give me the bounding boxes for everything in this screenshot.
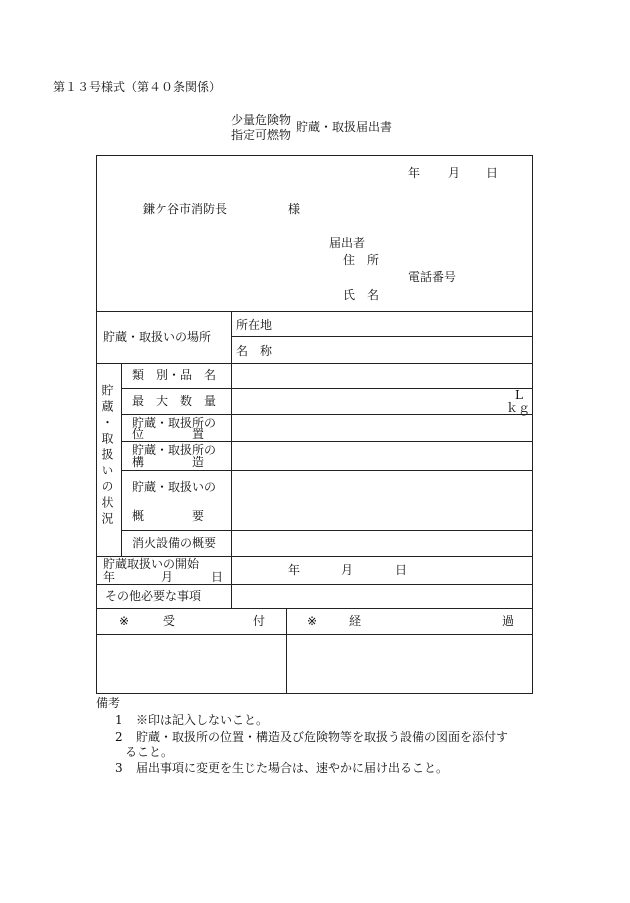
- notes-heading: 備考: [96, 696, 121, 710]
- title-line2: 指定可燃物: [231, 128, 292, 142]
- divider: [231, 311, 232, 608]
- title-suffix: 貯蔵・取扱届出書: [296, 120, 393, 134]
- date-day: 日: [486, 166, 499, 180]
- date-month: 月: [448, 166, 461, 180]
- divider: [231, 336, 532, 337]
- address-label: 住 所: [343, 253, 380, 267]
- divider: [97, 584, 532, 585]
- note-number: 1: [115, 713, 123, 727]
- type-name-label: 類 別・品 名: [132, 368, 217, 382]
- name-label: 氏 名: [343, 288, 380, 302]
- start-day: 日: [395, 563, 408, 577]
- divider: [121, 414, 532, 415]
- honorific: 様: [288, 202, 301, 216]
- note-text: 届出事項に変更を生じた場合は、速やかに届け出ること。: [136, 761, 449, 775]
- date-year: 年: [408, 166, 421, 180]
- progress-mark: ※: [307, 614, 318, 628]
- reception-uke: 受: [163, 614, 176, 628]
- start-label-day: 日: [211, 570, 224, 584]
- note-text: 貯蔵・取扱所の位置・構造及び危険物等を取扱う設備の図面を添付す: [136, 730, 509, 744]
- divider: [97, 608, 532, 609]
- fire-equipment-label: 消火設備の概要: [132, 536, 217, 550]
- form-number: 第１３号様式（第４０条関係）: [53, 80, 222, 94]
- location-name-label: 名 称: [236, 344, 273, 358]
- note-number: 3: [115, 761, 123, 775]
- overview-label-a: 貯蔵・取扱いの: [132, 480, 217, 494]
- start-year: 年: [288, 563, 301, 577]
- position-label-b: 位 置: [132, 427, 205, 441]
- structure-label-a: 貯蔵・取扱所の: [132, 443, 217, 457]
- start-label-month: 月: [161, 570, 174, 584]
- divider: [121, 388, 532, 389]
- note-number: 2: [115, 730, 123, 744]
- divider: [97, 634, 532, 635]
- unit-l: L: [515, 388, 523, 402]
- divider: [121, 363, 122, 556]
- divider: [121, 441, 532, 442]
- divider: [97, 311, 532, 312]
- start-label-year: 年: [103, 570, 116, 584]
- status-side-label: 貯蔵・取扱いの状況: [100, 384, 114, 528]
- note-text: ※印は記入しないこと。: [136, 713, 269, 727]
- progress-kei: 経: [349, 614, 362, 628]
- other-label: その他必要な事項: [105, 589, 202, 603]
- addressee: 鎌ケ谷市消防長: [143, 202, 228, 216]
- start-month: 月: [341, 563, 354, 577]
- location-label: 貯蔵・取扱いの場所: [103, 330, 212, 344]
- max-qty-label: 最 大 数 量: [132, 394, 217, 408]
- divider: [121, 470, 532, 471]
- divider: [97, 363, 532, 364]
- phone-label: 電話番号: [408, 270, 457, 284]
- title-line1: 少量危険物: [231, 113, 292, 127]
- structure-label-b: 構 造: [132, 455, 205, 469]
- location-address-label: 所在地: [236, 318, 273, 332]
- start-label-a: 貯蔵取扱いの開始: [103, 557, 200, 571]
- applicant-label: 届出者: [329, 236, 366, 250]
- note-text-cont: ること。: [125, 745, 174, 759]
- divider: [286, 608, 287, 693]
- reception-mark: ※: [119, 614, 130, 628]
- unit-kg: ｋｇ: [506, 401, 531, 415]
- notification-form: [96, 155, 533, 694]
- reception-tsuke: 付: [253, 614, 266, 628]
- position-label-a: 貯蔵・取扱所の: [132, 416, 217, 430]
- overview-label-b: 概 要: [132, 509, 205, 523]
- divider: [121, 530, 532, 531]
- progress-ka: 過: [502, 614, 515, 628]
